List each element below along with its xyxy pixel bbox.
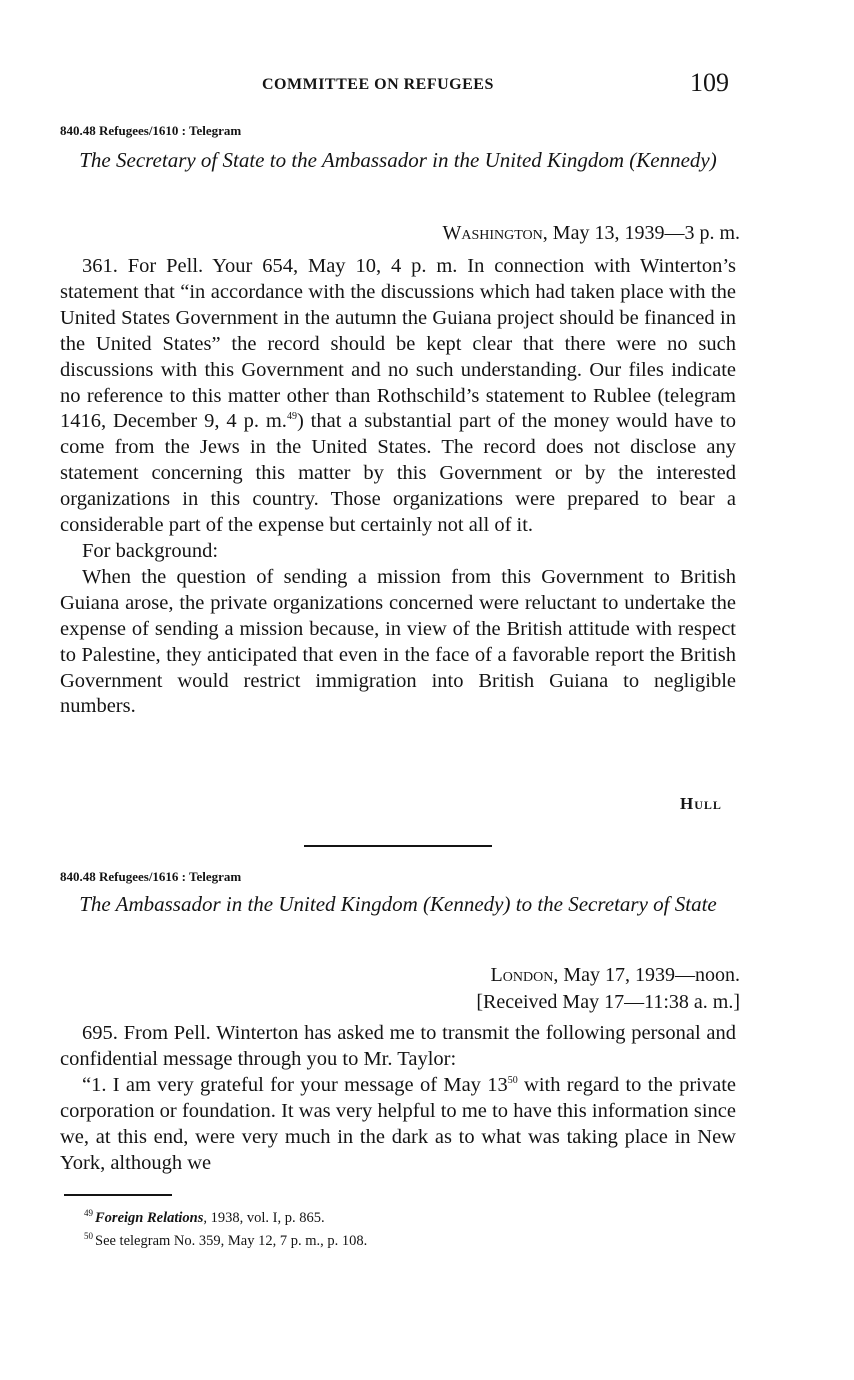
document-heading: The Secretary of State to the Ambassador in the United Kingdom (Kennedy) xyxy=(79,148,717,172)
running-head: COMMITTEE ON REFUGEES xyxy=(262,76,494,93)
footnote-reference: 50 xyxy=(507,1074,518,1086)
paragraph-text: with regard to the private corporation or foundation. It was very helpful to me to have this information since we, at this end, were very much in the dark as to what was taking place in New York, although we xyxy=(60,1073,737,1174)
footnote-title: Foreign Relations xyxy=(95,1209,204,1226)
dateline xyxy=(442,220,740,247)
received-note: [Received May 17—11:38 a. m.] xyxy=(476,991,740,1013)
section-divider xyxy=(304,845,492,847)
document-heading: The Ambassador in the United Kingdom (Kennedy) to the Secretary of State xyxy=(79,892,717,916)
paragraph-text: ) that a substantial part of the money would have to come from the Jews in the United States. The record does not disclose any statement concerning this matter by this Government or by the interested organizations in this country. Those organizations were prepared to bear a considerable part of the expense but certainly not all of it. xyxy=(60,410,736,537)
footnote xyxy=(84,1204,734,1227)
footnote-text: , 1938, vol. I, p. 865. xyxy=(203,1209,325,1226)
paragraph: 695. From Pell. Winterton has asked me to transmit the following personal and confidential message through you to Mr. Taylor: xyxy=(60,1022,736,1070)
footnote-text: See telegram No. 359, May 12, 7 p. m., p. 108. xyxy=(95,1232,368,1249)
dateline-date: , May 13, 1939—3 p. m. xyxy=(542,222,740,244)
paragraph-text: 361. For Pell. Your 654, May 10, 4 p. m. In connection with Winterton’s statement that “in accordance with the discussions which had taken place with the United States Government in the autumn the Guiana project should be financed in the United States” the record should be kept clear that there were no such discussions with this Government and no such understanding. Our files indicate no reference to this matter other than Rothschild’s statement to Rublee (telegram 1416, December 9, 4 p. m. xyxy=(60,255,736,433)
dateline xyxy=(476,962,740,1016)
telegram-body xyxy=(60,1021,736,1176)
footnote xyxy=(84,1227,734,1250)
telegram-body xyxy=(60,254,736,720)
page-number: 109 xyxy=(690,68,729,97)
file-reference: 840.48 Refugees/1610 : Telegram xyxy=(60,123,242,138)
footnotes xyxy=(84,1204,734,1250)
file-reference: 840.48 Refugees/1616 : Telegram xyxy=(60,869,242,884)
footnote-mark: 50 xyxy=(84,1230,93,1241)
paragraph: For background: xyxy=(82,539,219,562)
dateline-place: Washington xyxy=(442,222,543,244)
paragraph: When the question of sending a mission from this Government to British Guiana arose, the private organizations concerned were reluctant to undertake the expense of sending a mission because, in view of the British attitude with respect to Palestine, they anticipated that even in the face of a favorable report the British Government would restrict immigration into British Guiana to negligible numbers. xyxy=(60,565,736,718)
footnote-mark: 49 xyxy=(84,1208,93,1218)
footnote-divider xyxy=(64,1194,172,1196)
paragraph xyxy=(60,254,736,539)
paragraph xyxy=(60,1073,736,1177)
dateline-place: London xyxy=(490,964,554,986)
footnote-reference: 49 xyxy=(286,411,297,423)
paragraph-text: “1. I am very grateful for your message of May 13 xyxy=(82,1073,508,1096)
signature: Hull xyxy=(680,794,722,813)
dateline-date: , May 17, 1939—noon. xyxy=(553,964,740,986)
